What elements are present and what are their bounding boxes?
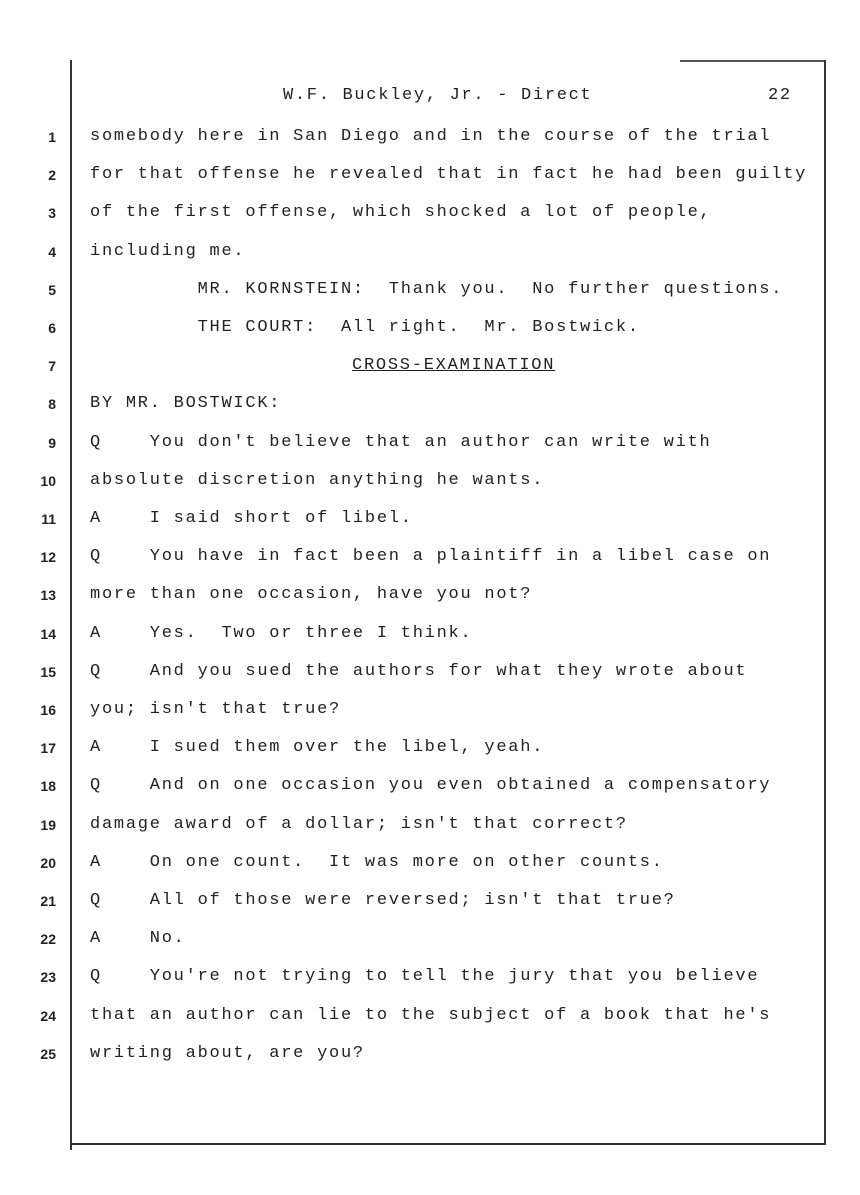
page-border-top xyxy=(680,60,826,62)
line-number: 5 xyxy=(48,281,56,298)
line-number: 1 xyxy=(48,129,56,145)
page-header-title: W.F. Buckley, Jr. - Direct xyxy=(283,86,593,105)
page-number: 22 xyxy=(768,86,792,105)
line-number: 18 xyxy=(40,778,56,795)
line-number: 16 xyxy=(40,702,56,718)
line-number: 7 xyxy=(48,358,56,375)
transcript-line: Q You're not trying to tell the jury that you believe xyxy=(90,967,760,987)
line-number: 22 xyxy=(40,931,56,948)
transcript-line: A I said short of libel. xyxy=(90,509,413,528)
line-number: 11 xyxy=(41,511,56,527)
section-heading: CROSS-EXAMINATION xyxy=(352,356,556,376)
line-number: 3 xyxy=(48,205,56,222)
line-number: 17 xyxy=(40,740,56,757)
transcript-line: A No. xyxy=(90,929,186,949)
transcript-line: you; isn't that true? xyxy=(90,700,341,719)
line-number: 10 xyxy=(40,472,56,489)
transcript-line: somebody here in San Diego and in the course of the trial xyxy=(90,127,772,146)
line-number: 15 xyxy=(40,663,56,680)
line-number: 25 xyxy=(40,1045,56,1062)
line-number: 4 xyxy=(48,243,56,260)
transcript-line: writing about, are you? xyxy=(90,1043,365,1063)
transcript-line: A Yes. Two or three I think. xyxy=(90,623,473,643)
page-border-bottom xyxy=(70,1143,826,1145)
transcript-line: Q All of those were reversed; isn't that true? xyxy=(90,891,676,910)
line-number: 21 xyxy=(40,893,56,909)
line-number: 23 xyxy=(40,969,56,986)
page-border-left xyxy=(70,60,72,1150)
transcript-line: more than one occasion, have you not? xyxy=(90,585,533,605)
line-number: 2 xyxy=(48,167,56,184)
transcript-line: including me. xyxy=(90,241,246,261)
line-number: 24 xyxy=(40,1007,56,1024)
transcript-line: Q And you sued the authors for what they wrote about xyxy=(90,661,748,681)
page-border-right xyxy=(824,60,826,1145)
line-number: 8 xyxy=(48,396,56,413)
transcript-line: for that offense he revealed that in fact he had been guilty xyxy=(90,165,808,185)
line-number: 9 xyxy=(48,434,56,451)
transcript-line: BY MR. BOSTWICK: xyxy=(90,394,282,414)
line-number: 19 xyxy=(40,816,56,833)
transcript-line: A On one count. It was more on other counts. xyxy=(90,852,664,872)
transcript-line: Q You don't believe that an author can write with xyxy=(90,432,712,452)
line-number: 14 xyxy=(40,625,56,642)
transcript-line: THE COURT: All right. Mr. Bostwick. xyxy=(90,318,640,337)
line-number: 6 xyxy=(48,320,56,336)
transcript-line: absolute discretion anything he wants. xyxy=(90,470,545,490)
transcript-line: of the first offense, which shocked a lot of people, xyxy=(90,203,712,223)
transcript-line: Q You have in fact been a plaintiff in a libel case on xyxy=(90,547,772,567)
transcript-line: that an author can lie to the subject of a book that he's xyxy=(90,1005,772,1025)
line-number: 12 xyxy=(40,549,56,566)
transcript-line: Q And on one occasion you even obtained a compensatory xyxy=(90,776,772,796)
line-number: 20 xyxy=(40,854,56,871)
transcript-line: damage award of a dollar; isn't that correct? xyxy=(90,814,628,834)
line-number: 13 xyxy=(40,587,56,604)
transcript-line: A I sued them over the libel, yeah. xyxy=(90,738,545,758)
transcript-line: MR. KORNSTEIN: Thank you. No further questions. xyxy=(90,279,784,299)
